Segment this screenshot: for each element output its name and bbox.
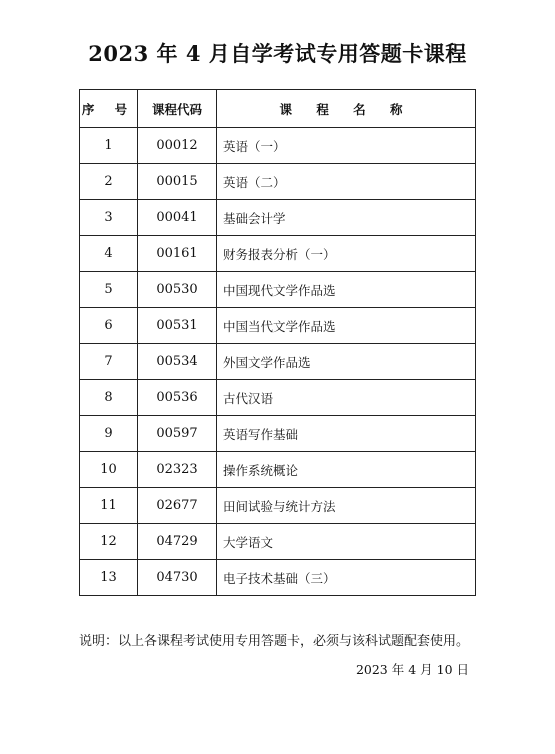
row-no: 13 bbox=[80, 560, 138, 596]
header-code: 课程代码 bbox=[138, 90, 217, 128]
row-name: 田间试验与统计方法 bbox=[217, 488, 476, 524]
row-name: 财务报表分析（一） bbox=[217, 236, 476, 272]
row-name: 操作系统概论 bbox=[217, 452, 476, 488]
row-code: 00536 bbox=[138, 380, 217, 416]
row-name: 大学语文 bbox=[217, 524, 476, 560]
table-row bbox=[80, 272, 476, 308]
table-row bbox=[80, 308, 476, 344]
row-no: 1 bbox=[80, 128, 138, 164]
row-name: 基础会计学 bbox=[217, 200, 476, 236]
row-no: 12 bbox=[80, 524, 138, 560]
row-name: 古代汉语 bbox=[217, 380, 476, 416]
table-row bbox=[80, 488, 476, 524]
row-no: 7 bbox=[80, 344, 138, 380]
row-no: 4 bbox=[80, 236, 138, 272]
row-no: 9 bbox=[80, 416, 138, 452]
row-code: 00015 bbox=[138, 164, 217, 200]
table-row bbox=[80, 524, 476, 560]
table-row bbox=[80, 416, 476, 452]
row-no: 11 bbox=[80, 488, 138, 524]
page-title: 2023 年 4 月自学考试专用答题卡课程 bbox=[88, 41, 467, 66]
row-code: 04729 bbox=[138, 524, 217, 560]
row-no: 5 bbox=[80, 272, 138, 308]
row-code: 00161 bbox=[138, 236, 217, 272]
row-name: 中国现代文学作品选 bbox=[217, 272, 476, 308]
row-name: 英语（一） bbox=[217, 128, 476, 164]
row-no: 3 bbox=[80, 200, 138, 236]
row-code: 00041 bbox=[138, 200, 217, 236]
row-code: 02323 bbox=[138, 452, 217, 488]
table-header-row bbox=[80, 90, 476, 128]
row-name: 电子技术基础（三） bbox=[217, 560, 476, 596]
table-row bbox=[80, 452, 476, 488]
row-no: 2 bbox=[80, 164, 138, 200]
row-code: 04730 bbox=[138, 560, 217, 596]
row-code: 00534 bbox=[138, 344, 217, 380]
row-no: 10 bbox=[80, 452, 138, 488]
table-row bbox=[80, 380, 476, 416]
table-row bbox=[80, 200, 476, 236]
row-code: 00597 bbox=[138, 416, 217, 452]
table-row bbox=[80, 128, 476, 164]
footnote: 说明：以上各课程考试使用专用答题卡，必须与该科试题配套使用。 bbox=[79, 634, 470, 649]
row-name: 外国文学作品选 bbox=[217, 344, 476, 380]
row-name: 英语（二） bbox=[217, 164, 476, 200]
row-name: 英语写作基础 bbox=[217, 416, 476, 452]
table-row bbox=[80, 236, 476, 272]
issue-date: 2023 年 4 月 10 日 bbox=[355, 662, 469, 677]
row-code: 00012 bbox=[138, 128, 217, 164]
table-row bbox=[80, 560, 476, 596]
row-code: 02677 bbox=[138, 488, 217, 524]
row-code: 00530 bbox=[138, 272, 217, 308]
row-no: 8 bbox=[80, 380, 138, 416]
row-name: 中国当代文学作品选 bbox=[217, 308, 476, 344]
row-no: 6 bbox=[80, 308, 138, 344]
header-no: 序 号 bbox=[80, 90, 138, 128]
course-table bbox=[79, 89, 476, 596]
header-name: 课 程 名 称 bbox=[217, 90, 476, 128]
table-row bbox=[80, 164, 476, 200]
table-row bbox=[80, 344, 476, 380]
row-code: 00531 bbox=[138, 308, 217, 344]
